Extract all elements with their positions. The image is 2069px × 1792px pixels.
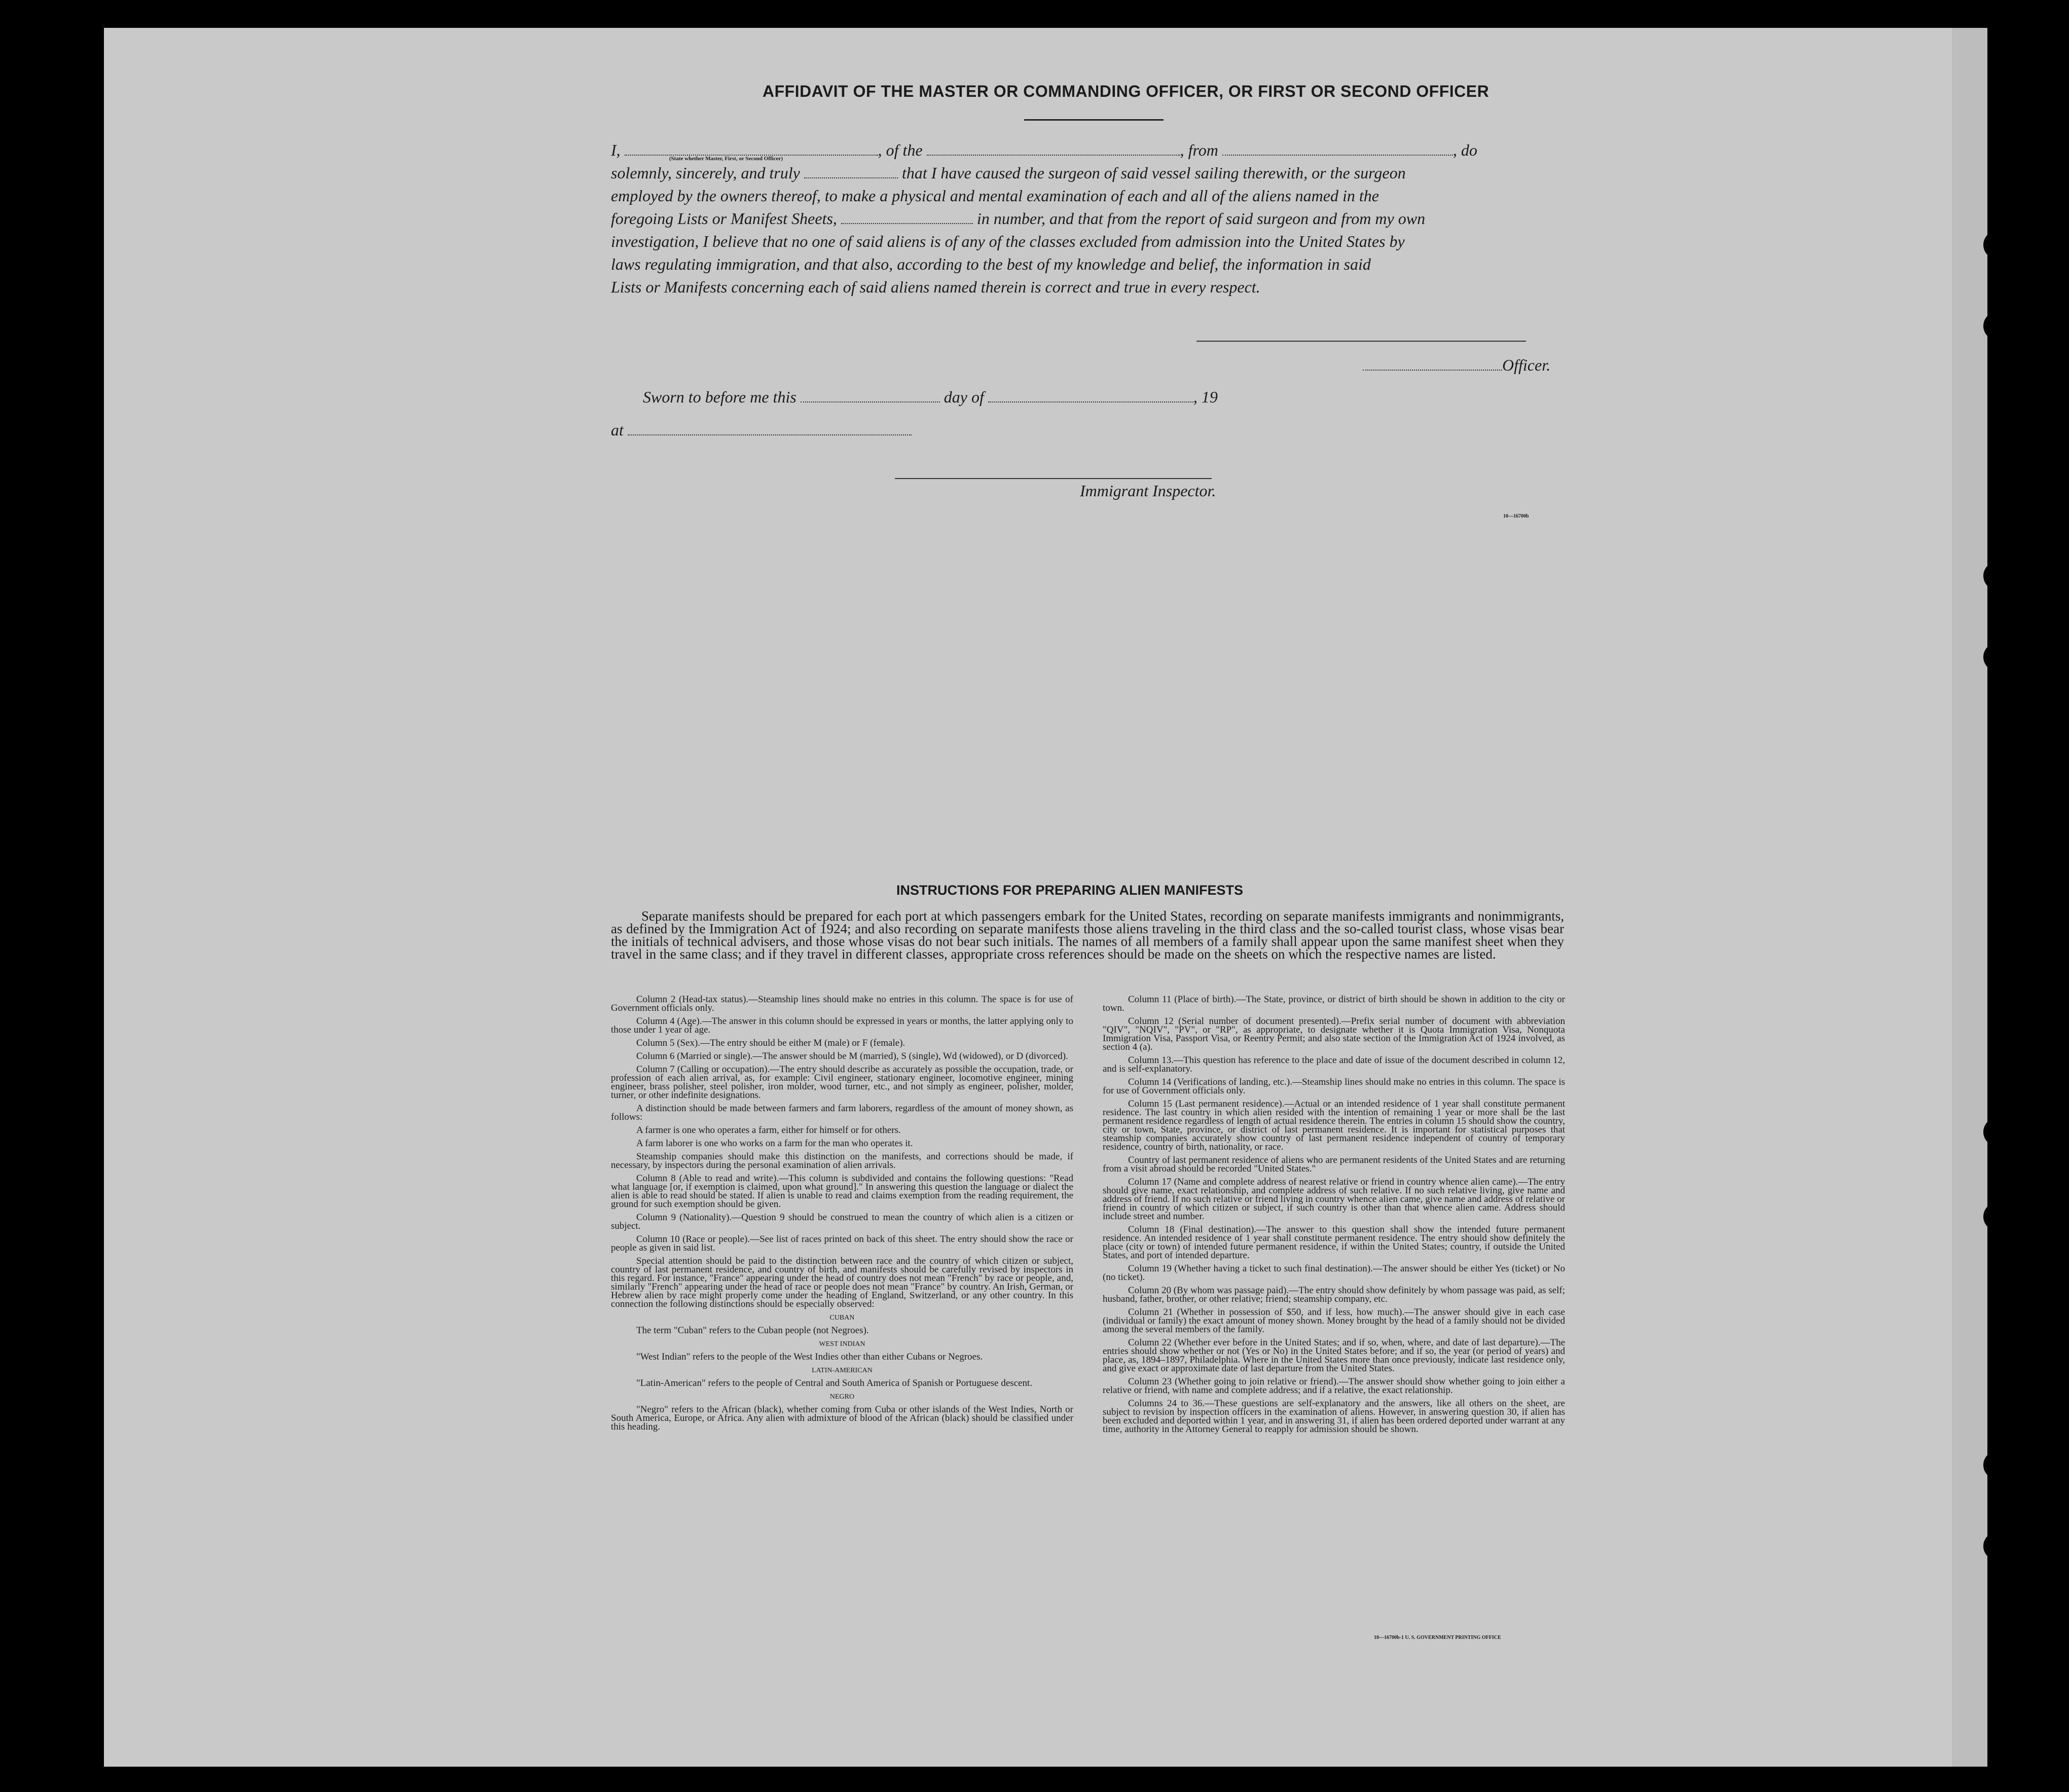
punch-hole xyxy=(1983,643,2012,671)
instructions-right-column xyxy=(1103,995,1565,1438)
instruction-paragraph: Column 22 (Whether ever before in the United States; and if so, when, where, and date of last departure).—The entries should show whether or not (Yes or No) in the United States before; and if so, the year (or period of years) and place, as, 1894–1897, Philadelphia. Where in the United States more than once previously, indicate last residence only, and give exact or approximate date of last departure from the United States. xyxy=(1103,1337,1565,1374)
instruction-paragraph: A farm laborer is one who works on a farm for the man who operates it. xyxy=(636,1138,913,1149)
instruction-paragraph: Column 21 (Whether in possession of $50, and if less, how much).—The answer should give in each case (individual or family) the exact amount of money shown. Money brought by the head of a family should not be divided among the several members of the family. xyxy=(1103,1307,1565,1335)
affidavit-line-5: investigation, I believe that no one of said aliens is of any of the classes excluded from admission into the United States by xyxy=(611,232,1405,250)
printing-office-footer: 10—16700b-1 U. S. GOVERNMENT PRINTING OFFICE xyxy=(1374,1635,1501,1640)
instruction-paragraph: Steamship companies should make this distinction on the manifests, and corrections should be made, if necessary, by inspectors during the personal examination of alien arrivals. xyxy=(611,1151,1073,1171)
instruction-paragraph: Column 23 (Whether going to join relative or friend).—The answer should show whether going to join either a relative or friend, with name and complete address; and if a relative, the exact relationship. xyxy=(1103,1376,1565,1396)
heading-west-indian: WEST INDIAN xyxy=(819,1340,865,1348)
punch-hole xyxy=(1983,1451,2012,1479)
affidavit-line-7: Lists or Manifests concerning each of said aliens named therein is correct and true in every respect. xyxy=(611,278,1260,296)
inspector-label: Immigrant Inspector. xyxy=(1080,482,1216,500)
affidavit-i: I, xyxy=(611,141,621,159)
page-edge-shadow xyxy=(1952,28,1987,1767)
punch-hole xyxy=(1983,1532,2012,1560)
instruction-paragraph: Column 14 (Verifications of landing, etc.).—Steamship lines should make no entries in this column. The space is for use of Government officials only. xyxy=(1103,1077,1565,1096)
instruction-paragraph: "Latin-American" refers to the people of Central and South America of Spanish or Portuguese descent. xyxy=(636,1378,1033,1388)
instruction-paragraph: Column 6 (Married or single).—The answer should be M (married), S (single), Wd (widowed), or D (divorced). xyxy=(636,1051,1068,1062)
instruction-paragraph: A farmer is one who operates a farm, either for himself or for others. xyxy=(636,1125,901,1136)
affidavit-title: AFFIDAVIT OF THE MASTER OR COMMANDING OFFICER, OR FIRST OR SECOND OFFICER xyxy=(763,82,1490,100)
affidavit-text: solemnly, sincerely, and truly xyxy=(611,164,800,182)
affidavit-text: foregoing Lists or Manifest Sheets, xyxy=(611,209,837,228)
instruction-paragraph: The term "Cuban" refers to the Cuban people (not Negroes). xyxy=(636,1325,869,1336)
instruction-paragraph: Column 5 (Sex).—The entry should be either M (male) or F (female). xyxy=(636,1038,905,1048)
instruction-paragraph: Columns 24 to 36.—These questions are self-explanatory and the answers, like all others on the sheet, are subject to revision by inspection officers in the examination of aliens. However, in answering question 30, if alien has been excluded and deported within 1 year, and in answering 31, if alien has been ordered deported under warrant at any time, authority in the Attorney General to reapply for admission should be shown. xyxy=(1103,1398,1565,1435)
affidavit-do: , do xyxy=(1453,141,1477,159)
instruction-paragraph: A distinction should be made between farmers and farm laborers, regardless of the amount of money shown, as follows: xyxy=(611,1103,1073,1122)
affidavit-line-2 xyxy=(611,164,1406,182)
affidavit-from: , from xyxy=(1180,141,1218,159)
instruction-paragraph: Column 20 (By whom was passage paid).—The entry should show definitely by whom passage was paid, as self; husband, father, brother, or other relative; friend; steamship company, etc. xyxy=(1103,1285,1565,1304)
inspector-signature-line[interactable] xyxy=(895,478,1212,479)
sworn-line xyxy=(643,388,1218,407)
sworn-text: Sworn to before me this xyxy=(643,388,796,406)
instruction-paragraph: Special attention should be paid to the distinction between race and the country of which citizen or subject, country of last permanent residence, and country of birth, and manifests should be carefully revised by inspectors in this regard. For instance, "France" appearing under the head of country does not mean "French" by race or people, and, similarly "French" appearing under the head of race or people does not mean "France" by country. An Irish, German, or Hebrew alien by race might properly come under the heading of England, Switzerland, or any other country. In this connection the following distinctions should be especially observed: xyxy=(611,1256,1073,1309)
officer-signature-blank[interactable] xyxy=(1363,358,1502,371)
instruction-paragraph: Column 7 (Calling or occupation).—The entry should describe as accurately as possible the occupation, trade, or profession of each alien arrival, as, for example: Civil engineer, stationary engineer, locomotive engineer, mining engineer, brass polisher, steel polisher, iron molder, wood turner, etc., and not simply as engineer, polisher, molder, turner, or other indefinite designations. xyxy=(611,1064,1073,1101)
title-underline xyxy=(1024,119,1164,121)
sheet-count-blank[interactable] xyxy=(841,212,973,224)
instruction-paragraph: Column 10 (Race or people).—See list of races printed on back of this sheet. The entry should show the race or people as given in said list. xyxy=(611,1234,1073,1253)
day-of-text: day of xyxy=(943,388,984,406)
instruction-paragraph: Column 17 (Name and complete address of nearest relative or friend in country whence alien came).—The entry should give name, exact relationship, and complete address of such relative. If no such relative living, give name and address of friend. If no such relative or friend living in country whence alien came, give name and address of relative or friend in country of which citizen or subject, if such country is other than that whence alien came. Address should include street and number. xyxy=(1103,1177,1565,1222)
instruction-paragraph: Column 12 (Serial number of document presented).—Prefix serial number of document with abbreviation "QIV", "NQIV", "PV", or "RP", as appropriate, to designate whether it is Quota Immigration Visa, Nonquota Immigration Visa, Passport Visa, or Reentry Permit; and also state section of the Immigration Act of 1924 involved, as section 4 (a). xyxy=(1103,1016,1565,1052)
instruction-paragraph: Column 18 (Final destination).—The answer to this question shall show the intended future permanent residence. An intended residence of 1 year shall constitute permanent residence. The entry should show definitely the place (city or town) of intended future permanent residence, if within the United States; country, if outside the United States, and port of intended departure. xyxy=(1103,1224,1565,1261)
instruction-paragraph: "West Indian" refers to the people of the West Indies other than either Cubans or Negroes. xyxy=(636,1351,983,1362)
port-blank[interactable] xyxy=(1222,143,1453,156)
punch-hole xyxy=(1983,231,2012,259)
officer-label: Officer. xyxy=(1502,356,1551,374)
oath-blank[interactable] xyxy=(804,166,898,178)
punch-hole xyxy=(1983,1202,2012,1231)
instructions-left-column xyxy=(611,995,1073,1436)
sworn-month-blank[interactable] xyxy=(988,390,1193,403)
vessel-name-blank[interactable] xyxy=(927,143,1180,156)
punch-hole xyxy=(1983,1118,2012,1146)
at-text: at xyxy=(611,421,624,439)
officer-line xyxy=(1363,356,1550,375)
instruction-paragraph: "Negro" refers to the African (black), whether coming from Cuba or other islands of the West Indies, North or South America, Europe, or Africa. Any alien with admixture of blood of the African (black) should be classified under this heading. xyxy=(611,1404,1073,1432)
rank-note: (State whether Master, First, or Second Officer) xyxy=(669,156,783,162)
officer-rank-blank[interactable] xyxy=(625,143,878,156)
instructions-title: INSTRUCTIONS FOR PREPARING ALIEN MANIFESTS xyxy=(896,883,1244,898)
affidavit-line-3: employed by the owners thereof, to make a physical and mental examination of each and all of the aliens named in the xyxy=(611,187,1379,205)
instruction-paragraph: Column 11 (Place of birth).—The State, province, or district of birth should be shown in addition to the city or town. xyxy=(1103,994,1565,1013)
place-blank[interactable] xyxy=(628,423,912,435)
at-line xyxy=(611,421,912,440)
affidavit-text: in number, and that from the report of said surgeon and from my own xyxy=(976,209,1426,228)
instructions-intro: Separate manifests should be prepared for each port at which passengers embark for the United States, recording on separate manifests immigrants and nonimmigrants, as defined by the Immigration Act of 1924; and also recording on separate manifests those aliens traveling in the third class and the so-called tourist class, whose visas bear the initials of technical advisers, and those whose visas do not bear such initials. The names of all members of a family shall appear upon the same manifest sheet when they travel in the same class; and if they travel in different classes, appropriate cross references should be made on the sheets on which the respective names are listed. xyxy=(611,908,1564,962)
instruction-paragraph: Column 13.—This question has reference to the place and date of issue of the document described in column 12, and is self-explanatory. xyxy=(1103,1055,1565,1074)
heading-cuban: CUBAN xyxy=(829,1314,855,1322)
instruction-paragraph: Column 19 (Whether having a ticket to such final destination).—The answer should be either Yes (ticket) or No (no ticket). xyxy=(1103,1263,1565,1283)
heading-negro: NEGRO xyxy=(829,1393,855,1401)
affidavit-line-4 xyxy=(611,209,1425,228)
instruction-paragraph: Column 8 (Able to read and write).—This column is subdivided and contains the following questions: "Read what language [or, if exemption is claimed, upon what ground]." In answering this question the language or dialect the alien is able to read should be stated. If alien is unable to read and claims exemption from the reading requirement, the ground for such exemption should be given. xyxy=(611,1173,1073,1210)
instruction-paragraph: Column 9 (Nationality).—Question 9 should be construed to mean the country of which alien is a citizen or subject. xyxy=(611,1212,1073,1231)
year-text: , 19 xyxy=(1193,388,1218,406)
instruction-paragraph: Column 2 (Head-tax status).—Steamship lines should make no entries in this column. The space is for use of Government officials only. xyxy=(611,994,1073,1013)
instruction-paragraph: Column 4 (Age).—The answer in this column should be expressed in years or months, the latter applying only to those under 1 year of age. xyxy=(611,1016,1073,1035)
affidavit-of-the: , of the xyxy=(878,141,923,159)
punch-hole xyxy=(1983,312,2012,340)
affidavit-line-6: laws regulating immigration, and that also, according to the best of my knowledge and belief, the information in said xyxy=(611,255,1371,273)
sworn-day-blank[interactable] xyxy=(801,390,940,403)
instruction-paragraph: Column 15 (Last permanent residence).—Actual or an intended residence of 1 year shall constitute permanent residence. The last country in which alien resided with the intention of remaining 1 year or more shall be the last permanent residence regardless of length of actual residence therein. The entries in column 15 should show the country, city or town, State, province, or district of last permanent residence. It is important for statistical purposes that steamship companies accurately show country of last permanent residence independent of country of temporary residence, country of birth, nationality, or race. xyxy=(1103,1099,1565,1152)
signature-line[interactable] xyxy=(1196,341,1526,342)
form-number: 10—16700b xyxy=(1503,514,1529,519)
heading-latin-american: LATIN-AMERICAN xyxy=(812,1367,873,1374)
punch-hole xyxy=(1983,562,2012,590)
affidavit-text: that I have caused the surgeon of said vessel sailing therewith, or the surgeon xyxy=(901,164,1406,182)
instruction-paragraph: Country of last permanent residence of aliens who are permanent residents of the United States and are returning from a visit abroad should be recorded "United States." xyxy=(1103,1155,1565,1174)
